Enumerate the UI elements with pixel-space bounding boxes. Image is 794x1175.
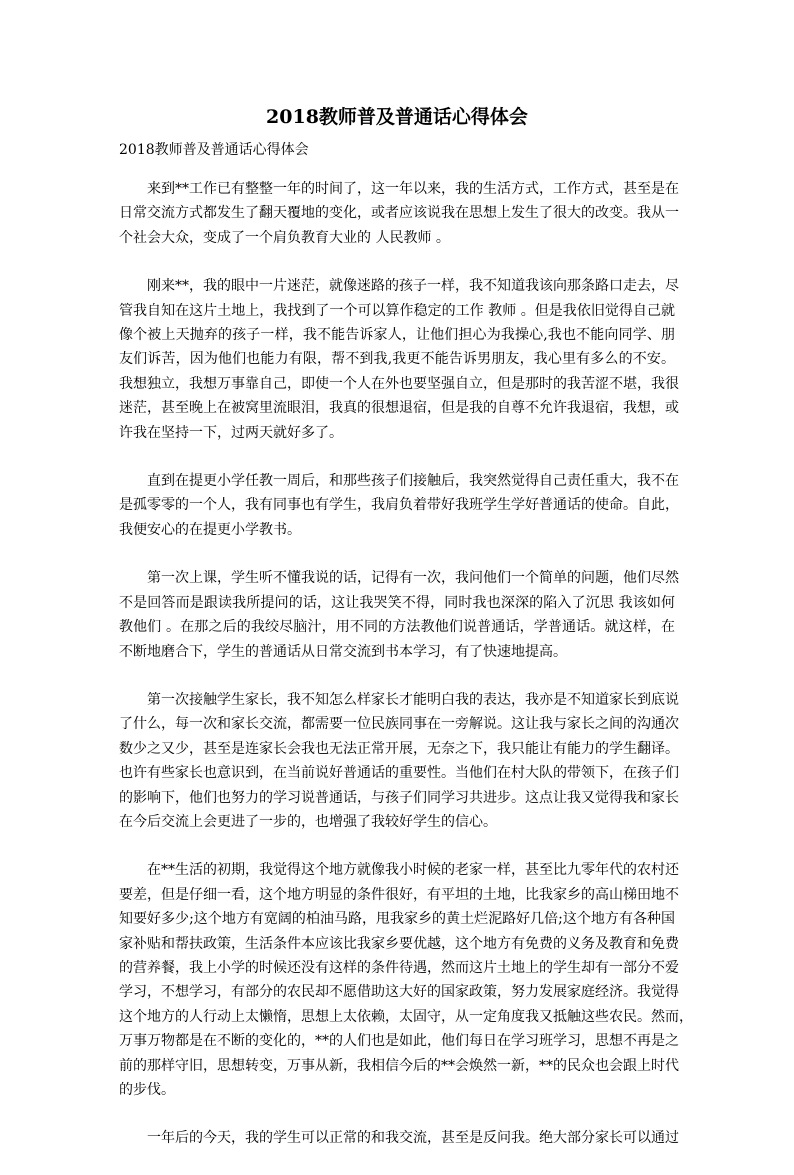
paragraph-line: 迷茫，甚至晚上在被窝里流眼泪，我真的很想退宿，但是我的自尊不允许我退宿，我想，或 — [119, 400, 679, 417]
body-paragraph — [119, 177, 679, 250]
paragraph-line: 学习，不想学习，有部分的农民却不愿借助这大好的国家政策，努力发展家庭经济。我觉得 — [119, 984, 679, 1001]
paragraph-line: 这个地方的人行动上太懒惰，思想上太依赖，太固守，从一定角度我又抵触这些农民。然而， — [119, 1008, 693, 1025]
paragraph-line: 不是回答而是跟读我所提问的话，这让我哭笑不得，同时我也深深的陷入了沉思 我该如何 — [119, 594, 675, 611]
paragraph-line: 第一次接触学生家长，我不知怎么样家长才能明白我的表达，我亦是不知道家长到底说 — [147, 691, 679, 708]
document-body — [119, 177, 693, 1175]
paragraph-line: 刚来**，我的眼中一片迷茫，就像迷路的孩子一样，我不知道我该向那条路口走去，尽 — [147, 278, 679, 295]
paragraph-line: 在**生活的初期，我觉得这个地方就像我小时候的老家一样，甚至比九零年代的农村还 — [147, 862, 679, 879]
document-title: 2018教师普及普通话心得体会 — [266, 106, 528, 128]
paragraph-line: 了什么，每一次和家长交流，都需要一位民族同事在一旁解说。这让我与家长之间的沟通次 — [119, 716, 679, 733]
body-paragraph — [119, 566, 679, 664]
paragraph-line: 前的那样守旧，思想转变，万事从新，我相信今后的**会焕然一新，**的民众也会跟上时代 — [119, 1057, 679, 1074]
body-paragraph — [119, 274, 679, 445]
paragraph-line: 来到**工作已有整整一年的时间了，这一年以来，我的生活方式，工作方式，甚至是在 — [147, 181, 679, 197]
paragraph-line: 的营养餐，我上小学的时候还没有这样的条件待遇，然而这片土地上的学生却有一部分不爱 — [119, 959, 679, 976]
body-paragraph — [119, 858, 693, 1102]
paragraph-line: 个社会大众，变成了一个肩负教育大业的 人民教师 。 — [119, 229, 450, 246]
paragraph-line: 管我自知在这片土地上，我找到了一个可以算作稳定的工作 教师 。但是我依旧觉得自己就 — [119, 302, 675, 319]
document-subtitle: 2018教师普及普通话心得体会 — [119, 142, 309, 158]
paragraph-line: 知要好多少;这个地方有宽阔的柏油马路，甩我家乡的黄土烂泥路好几倍;这个地方有各种国 — [119, 911, 675, 928]
body-paragraph — [119, 469, 679, 542]
paragraph-line: 是孤零零的一个人，我有同事也有学生，我肩负着带好我班学生学好普通话的使命。自此， — [119, 497, 679, 514]
paragraph-line: 万事万物都是在不断的变化的，**的人们也是如此，他们每日在学习班学习，思想不再是之 — [119, 1033, 679, 1050]
paragraph-line: 第一次上课，学生听不懂我说的话，记得有一次，我问他们一个简单的问题，他们尽然 — [147, 570, 679, 587]
paragraph-line: 要差，但是仔细一看，这个地方明显的条件很好，有平坦的土地，比我家乡的高山梯田地不 — [119, 886, 679, 903]
body-paragraph — [119, 1126, 679, 1150]
paragraph-line: 的步伐。 — [119, 1082, 175, 1098]
paragraph-line: 友们诉苦，因为他们也能力有限，帮不到我,我更不能告诉男朋友，我心里有多么的不安。 — [119, 351, 675, 368]
paragraph-line: 不断地磨合下，学生的普通话从日常交流到书本学习，有了快速地提高。 — [119, 643, 567, 660]
paragraph-line: 教他们 。在那之后的我绞尽脑汁，用不同的方法教他们说普通话，学普通话。就这样，在 — [119, 619, 675, 636]
body-paragraph — [119, 688, 679, 834]
paragraph-line: 日常交流方式都发生了翻天覆地的变化，或者应该说我在思想上发生了很大的改变。我从一 — [119, 205, 679, 222]
paragraph-line: 我便安心的在提更小学教书。 — [119, 521, 301, 538]
paragraph-line: 我想独立，我想万事靠自己，即使一个人在外也要坚强自立，但是那时的我苦涩不堪，我很 — [119, 375, 679, 392]
paragraph-line: 也许有些家长也意识到，在当前说好普通话的重要性。当他们在村大队的带领下，在孩子们 — [119, 765, 679, 782]
paragraph-line: 在今后交流上会更进了一步的，也增强了我较好学生的信心。 — [119, 813, 497, 830]
paragraph-line: 像个被上天抛弃的孩子一样，我不能告诉家人，让他们担心为我操心,我也不能向同学、朋 — [119, 327, 675, 344]
paragraph-line: 直到在提更小学任教一周后，和那些孩子们接触后，我突然觉得自己责任重大，我不在 — [147, 473, 679, 490]
paragraph-line: 数少之又少，甚至是连家长会我也无法正常开展，无奈之下，我只能让有能力的学生翻译。 — [119, 740, 679, 757]
paragraph-line: 家补贴和帮扶政策，生活条件本应该比我家乡要优越，这个地方有免费的义务及教育和免费 — [119, 935, 679, 952]
paragraph-line: 许我在坚持一下，过两天就好多了。 — [119, 424, 343, 441]
paragraph-line: 的影响下，他们也努力的学习说普通话，与孩子们同学习共进步。这点让我又觉得我和家长 — [119, 789, 679, 806]
paragraph-line: 一年后的今天，我的学生可以正常的和我交流，甚至是反问我。绝大部分家长可以通过 — [147, 1130, 679, 1147]
